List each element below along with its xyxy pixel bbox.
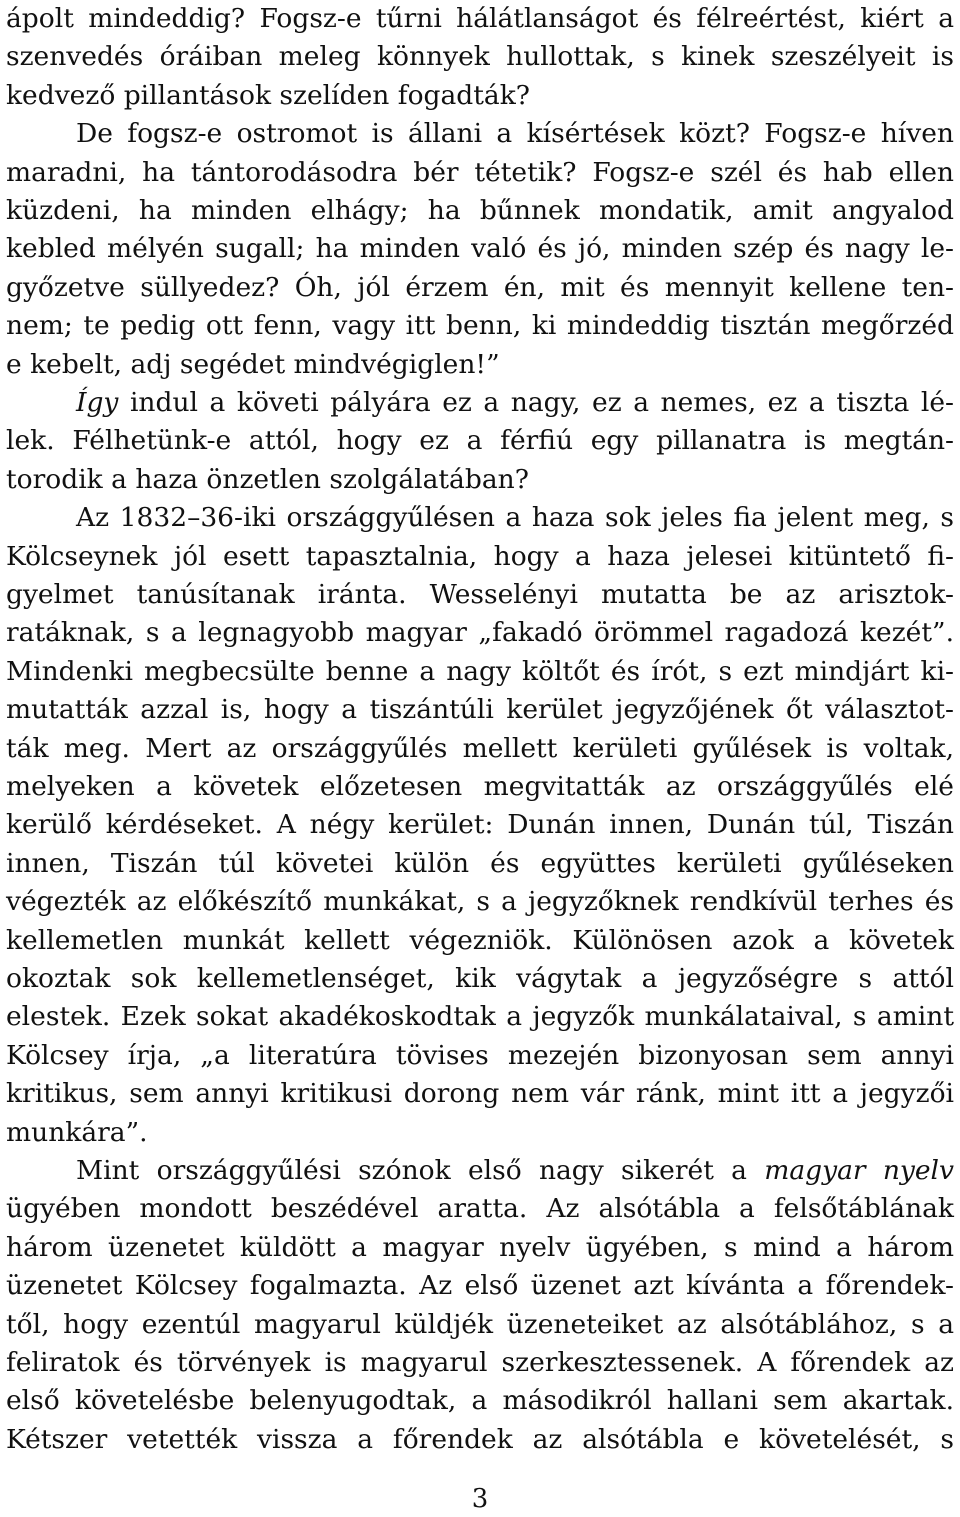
- line-text: elestek. Ezek sokat akadékoskodtak a jegyzők munkálataival, s amint: [6, 1001, 954, 1033]
- text-line: [6, 883, 954, 921]
- text-line: [6, 653, 954, 691]
- text-line: [6, 1421, 954, 1459]
- text-line: [6, 346, 954, 384]
- text-line: [6, 461, 954, 499]
- line-text: innen, Tiszán túl követei külön és együttes kerületi gyűléseken: [6, 847, 954, 879]
- line-text: szenvedés óráiban meleg könnyek hullottak, s kinek szeszélyeit is: [6, 41, 954, 73]
- line-text: Mint országgyűlési szónok első nagy sikerét a: [76, 1155, 765, 1186]
- text-line: [76, 115, 954, 153]
- page-number: 3: [471, 1484, 489, 1514]
- text-line: [6, 922, 954, 960]
- line-text: győzetve süllyedez? Óh, jól érzem én, mit és mennyit kellene ten-: [6, 271, 954, 303]
- line-text: De fogsz-e ostromot is állani a kísértések közt? Fogsz-e híven: [76, 118, 954, 150]
- italic-phrase: magyar nyelv: [764, 1155, 954, 1186]
- text-line: [6, 38, 954, 76]
- line-text: nem; te pedig ott fenn, vagy itt benn, ki mindeddig tisztán megőrzéd: [6, 310, 954, 342]
- text-line: [6, 1306, 954, 1344]
- text-line: [6, 998, 954, 1036]
- line-text: gyelmet tanúsítanak iránta. Wesselényi mutatta be az arisztok-: [6, 579, 954, 610]
- line-text: Mindenki megbecsülte benne a nagy költőt és írót, s ezt mindjárt ki-: [6, 655, 954, 687]
- text-line: [6, 307, 954, 345]
- line-text: végezték az előkészítő munkákat, s a jegyzőknek rendkívül terhes és: [6, 886, 954, 918]
- line-text: ügyében mondott beszédével aratta. Az alsótábla a felsőtáblának: [6, 1193, 954, 1225]
- text-line: [6, 768, 954, 806]
- text-line: [6, 1114, 954, 1152]
- line-text: lek. Félhetünk-e attól, hogy ez a férfiú egy pillanatra is megtán-: [6, 425, 954, 457]
- line-text: torodik a haza önzetlen szolgálatában?: [6, 463, 529, 495]
- line-text: kedvező pillantások szelíden fogadták?: [6, 79, 530, 111]
- text-line: [76, 499, 954, 537]
- text-line: [6, 538, 954, 576]
- line-text: től, hogy ezentúl magyarul küldjék üzeneteiket az alsótáblához, s a: [6, 1308, 954, 1340]
- text-line: [6, 1229, 954, 1267]
- line-text: maradni, ha tántorodásodra bér tétetik? Fogsz-e szél és hab ellen: [6, 156, 954, 188]
- line-text: indul a követi pályára ez a nagy, ez a nemes, ez a tiszta lé-: [118, 387, 954, 418]
- text-line: [6, 576, 954, 614]
- line-text: ták meg. Mert az országgyűlés mellett kerületi gyűlések is voltak,: [6, 732, 954, 764]
- line-text: melyeken a követek előzetesen megvitatták az országgyűlés elé: [6, 771, 954, 802]
- text-line: [6, 1075, 954, 1113]
- line-text: feliratok és törvények is magyarul szerkesztessenek. A főrendek az: [6, 1347, 954, 1378]
- line-text: ápolt mindeddig? Fogsz-e tűrni hálátlanságot és félreértést, kiért a: [6, 3, 954, 34]
- text-line: [6, 77, 954, 115]
- text-line: [6, 269, 954, 307]
- line-text: kerülő kérdéseket. A négy kerület: Dunán innen, Dunán túl, Tiszán: [6, 809, 954, 841]
- line-text: Kölcsey írja, „a literatúra tövises mezején bizonyosan sem annyi: [6, 1039, 954, 1071]
- line-text: ratáknak, s a legnagyobb magyar „fakadó örömmel ragadozá kezét”.: [6, 617, 954, 649]
- text-line: [6, 1382, 954, 1420]
- italic-word: Így: [76, 387, 119, 418]
- text-line: [6, 230, 954, 268]
- line-text: kritikus, sem annyi kritikusi dorong nem vár ránk, mint itt a jegyzői: [6, 1078, 954, 1110]
- text-line: [6, 730, 954, 768]
- text-line: [6, 845, 954, 883]
- line-text: Kétszer vetették vissza a főrendek az alsótábla e követelését, s: [6, 1423, 954, 1455]
- line-text: három üzenetet küldött a magyar nyelv ügyében, s mind a három: [6, 1231, 954, 1263]
- text-line: [6, 806, 954, 844]
- line-text: üzenetet Kölcsey fogalmazta. Az első üzenet azt kívánta a főrendek-: [6, 1270, 954, 1302]
- line-text: Az 1832–36-iki országgyűlésen a haza sok jeles fia jelent meg, s: [76, 502, 954, 534]
- text-line: [6, 691, 954, 729]
- line-text: munkára”.: [6, 1116, 148, 1148]
- line-text: első követelésbe belenyugodtak, a másodikról hallani sem akartak.: [6, 1385, 954, 1417]
- line-text: Kölcseynek jól esett tapasztalnia, hogy a haza jelesei kitüntető fi-: [6, 540, 954, 572]
- text-line: [6, 422, 954, 460]
- text-line: [6, 0, 954, 38]
- text-line: [76, 1152, 954, 1190]
- text-line: [6, 192, 954, 230]
- line-text: okoztak sok kellemetlenséget, kik vágytak a jegyzőségre s attól: [6, 963, 954, 994]
- text-line: [6, 614, 954, 652]
- text-line: [6, 1190, 954, 1228]
- text-line: [6, 960, 954, 998]
- text-line: [6, 1267, 954, 1305]
- text-line: [6, 154, 954, 192]
- text-line: [76, 384, 954, 422]
- line-text: e kebelt, adj segédet mindvégiglen!”: [6, 348, 500, 380]
- line-text: mutatták azzal is, hogy a tiszántúli kerület jegyzőjének őt választot-: [6, 694, 954, 726]
- line-text: küzdeni, ha minden elhágy; ha bűnnek mondatik, amit angyalod: [6, 195, 954, 226]
- text-line: [6, 1037, 954, 1075]
- line-text: kellemetlen munkát kellett végezniök. Különösen azok a követek: [6, 924, 954, 956]
- text-line: [6, 1344, 954, 1382]
- line-text: kebled mélyén sugall; ha minden való és jó, minden szép és nagy le-: [6, 233, 954, 265]
